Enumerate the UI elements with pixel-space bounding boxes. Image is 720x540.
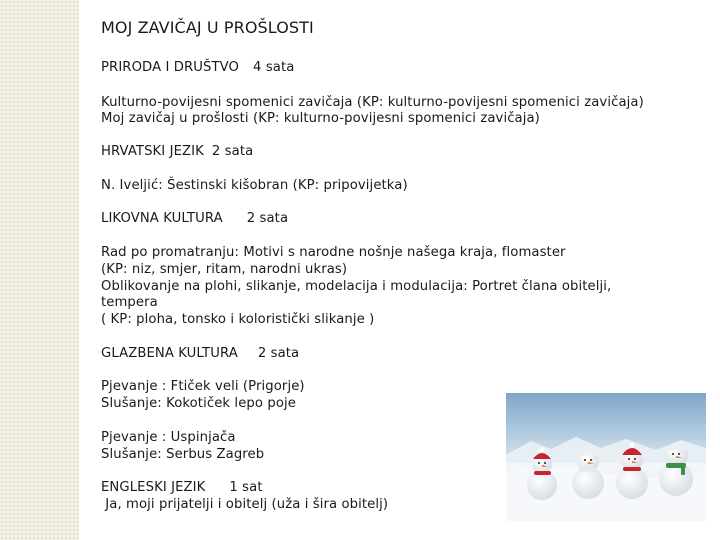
snowmen-photo [506, 393, 706, 521]
content-line: (KP: niz, smjer, ritam, narodni ukras) [101, 262, 348, 277]
content-line: Ja, moji prijatelji i obitelj (uža i šira obitelj) [101, 497, 389, 512]
subject-heading-priroda [101, 60, 294, 77]
subject-name: LIKOVNA KULTURA [101, 211, 223, 226]
subject-heading-glazbena [101, 346, 299, 363]
subject-hours: 2 sata [257, 346, 300, 361]
subject-heading-hrvatski [101, 144, 253, 161]
subject-hours: 2 sata [211, 144, 254, 159]
content-line: ( KP: ploha, tonsko i koloristički slikanje ) [101, 312, 375, 327]
content-line: Slušanje: Kokotiček lepo poje [101, 396, 296, 411]
content-line: Moj zavičaj u prošlosti (KP: kulturno-povijesni spomenici zavičaja) [101, 111, 540, 126]
content-line: Rad po promatranju: Motivi s narodne nošnje našega kraja, flomaster [101, 245, 566, 260]
subject-name: HRVATSKI JEZIK [101, 144, 204, 159]
subject-name: PRIRODA I DRUŠTVO [101, 60, 240, 75]
snowmen-illustration [506, 393, 706, 521]
subject-heading-engleski [101, 480, 263, 497]
content-line: tempera [101, 295, 158, 310]
decorative-side-strip [0, 0, 79, 540]
subject-name: GLAZBENA KULTURA [101, 346, 238, 361]
subject-name: ENGLESKI JEZIK [101, 480, 206, 495]
page-title: MOJ ZAVIČAJ U PROŠLOSTI [101, 18, 314, 37]
content-line: Slušanje: Serbus Zagreb [101, 447, 265, 462]
content-line: Pjevanje : Ftiček veli (Prigorje) [101, 379, 305, 394]
content-line: Pjevanje : Uspinjača [101, 430, 236, 445]
subject-hours: 1 sat [229, 480, 263, 495]
content-line: Oblikovanje na plohi, slikanje, modelacija i modulacija: Portret člana obitelji, [101, 279, 612, 294]
subject-heading-likovna [101, 211, 288, 228]
content-line: N. Iveljić: Šestinski kišobran (KP: pripovijetka) [101, 178, 408, 193]
content-line: Kulturno-povijesni spomenici zavičaja (KP: kulturno-povijesni spomenici zavičaja) [101, 95, 644, 110]
subject-hours: 4 sata [253, 60, 295, 75]
subject-hours: 2 sata [246, 211, 289, 226]
